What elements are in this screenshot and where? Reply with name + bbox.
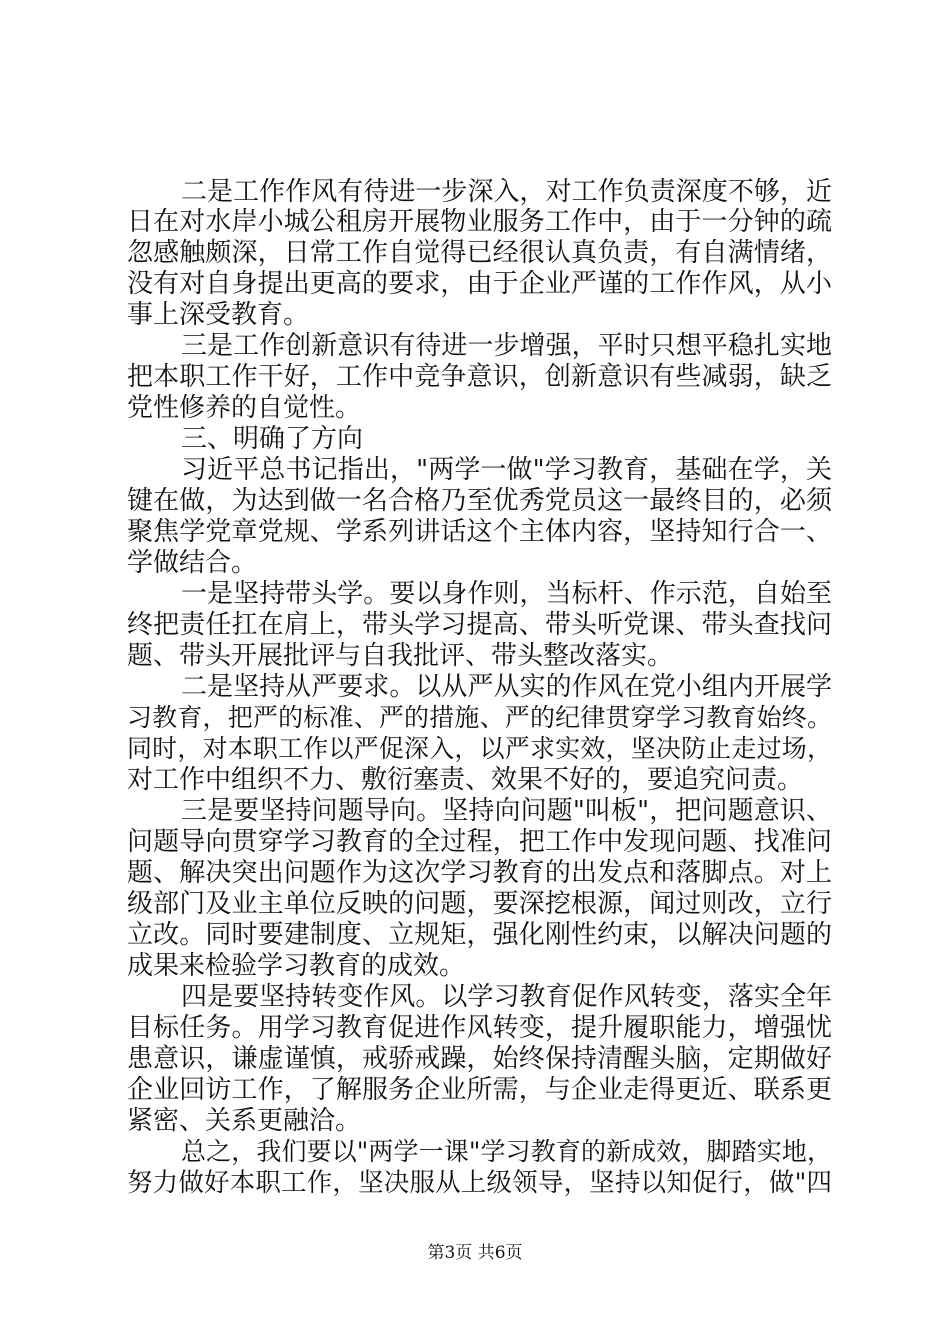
- paragraph-line: 企业回访工作，了解服务企业所需，与企业走得更近、联系更: [127, 1075, 832, 1105]
- paragraph-line: 患意识，谦虚谨慎，戒骄戒躁，始终保持清醒头脑，定期做好: [127, 1044, 832, 1074]
- paragraph-line: 忽感触颇深，日常工作自觉得已经很认真负责，有自满情绪，: [127, 238, 832, 268]
- paragraph-line: 终把责任扛在肩上，带头学习提高、带头听党课、带头查找问: [127, 610, 832, 640]
- paragraph-line: 努力做好本职工作，坚决服从上级领导，坚持以知促行，做"四: [127, 1168, 832, 1198]
- paragraph-line: 三是要坚持问题导向。坚持向问题"叫板"，把问题意识、: [181, 796, 832, 826]
- paragraph-line: 对工作中组织不力、敷衍塞责、效果不好的，要追究问责。: [127, 765, 804, 795]
- paragraph-line: 习近平总书记指出，"两学一做"学习教育，基础在学，关: [181, 455, 832, 485]
- paragraph-line: 习教育，把严的标准、严的措施、严的纪律贯穿学习教育始终。: [127, 703, 832, 732]
- paragraph-line: 党性修养的自觉性。: [127, 393, 362, 423]
- paragraph-line: 同时，对本职工作以严促深入，以严求实效，坚决防止走过场，: [127, 734, 832, 763]
- page-footer: 第3页 共6页: [427, 1243, 523, 1263]
- paragraph-line: 日在对水岸小城公租房开展物业服务工作中，由于一分钟的疏: [127, 207, 832, 237]
- paragraph-line: 三是工作创新意识有待进一步增强，平时只想平稳扎实地: [181, 331, 832, 361]
- paragraph-line: 成果来检验学习教育的成效。: [127, 951, 466, 981]
- paragraph-line: 键在做，为达到做一名合格乃至优秀党员这一最终目的，必须: [127, 486, 832, 516]
- section-heading: 三、明确了方向: [181, 424, 364, 454]
- paragraph-line: 二是工作作风有待进一步深入，对工作负责深度不够，近: [181, 177, 832, 207]
- paragraph-line: 题、解决突出问题作为这次学习教育的出发点和落脚点。对上: [127, 858, 832, 888]
- paragraph-line: 级部门及业主单位反映的问题，要深挖根源，闻过则改，立行: [127, 889, 832, 919]
- paragraph-line: 四是要坚持转变作风。以学习教育促作风转变，落实全年: [181, 982, 832, 1012]
- paragraph-line: 总之，我们要以"两学一课"学习教育的新成效，脚踏实地，: [181, 1137, 832, 1166]
- paragraph-line: 题、带头开展批评与自我批评、带头整改落实。: [127, 641, 674, 671]
- paragraph-line: 问题导向贯穿学习教育的全过程，把工作中发现问题、找准问: [127, 827, 832, 857]
- paragraph-line: 立改。同时要建制度、立规矩，强化刚性约束，以解决问题的: [127, 920, 832, 950]
- paragraph-line: 一是坚持带头学。要以身作则，当标杆、作示范，自始至: [181, 579, 832, 609]
- paragraph-line: 目标任务。用学习教育促进作风转变，提升履职能力，增强忧: [127, 1013, 832, 1043]
- paragraph-line: 学做结合。: [127, 548, 258, 578]
- paragraph-line: 把本职工作干好，工作中竞争意识，创新意识有些减弱，缺乏: [127, 362, 832, 392]
- paragraph-line: 事上深受教育。: [127, 300, 310, 330]
- paragraph-line: 二是坚持从严要求。以从严从实的作风在党小组内开展学: [181, 672, 832, 702]
- paragraph-line: 没有对自身提出更高的要求，由于企业严谨的工作作风，从小: [127, 269, 832, 299]
- paragraph-line: 聚焦学党章党规、学系列讲话这个主体内容，坚持知行合一、: [127, 517, 832, 547]
- paragraph-line: 紧密、关系更融洽。: [127, 1106, 362, 1136]
